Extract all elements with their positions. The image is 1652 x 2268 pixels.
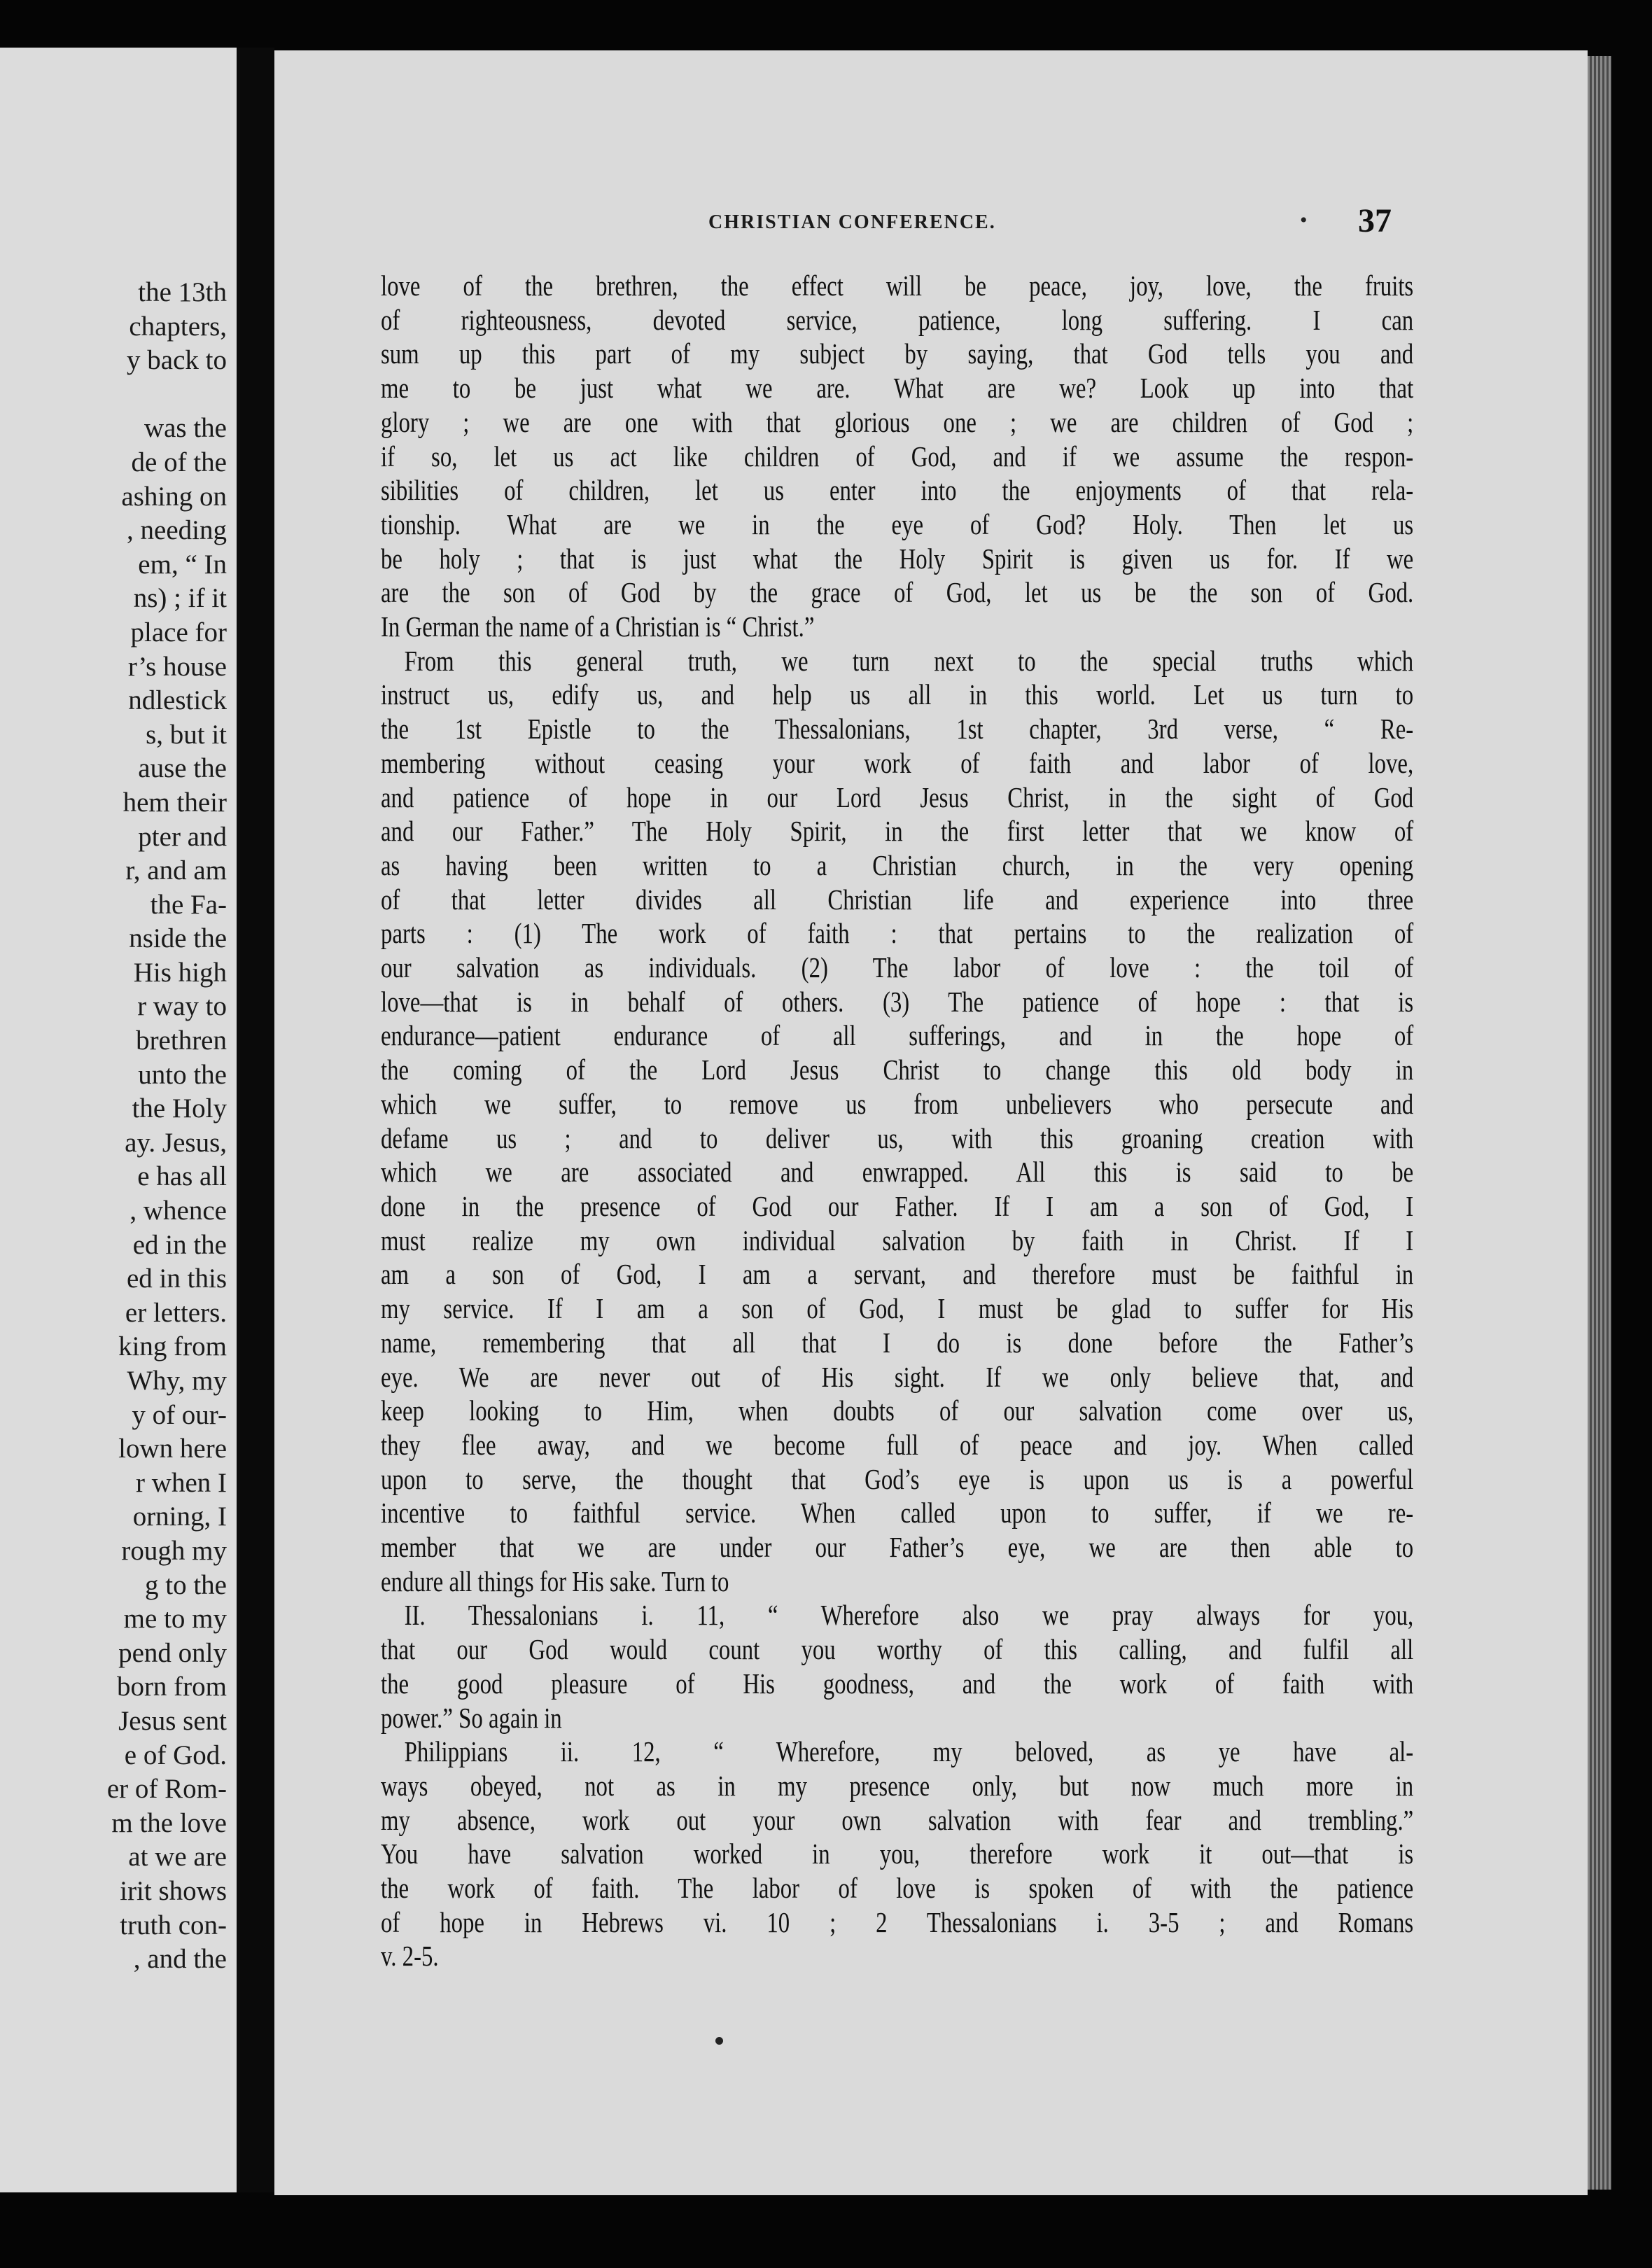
left-page-line: g to the [145, 1569, 227, 1600]
text-line: power.” So again in [381, 1701, 562, 1734]
left-page-line: ashing on [121, 481, 227, 512]
text-line: if so, let us act like children of God, and if we assume the respon- [381, 440, 1414, 472]
left-page-line: ause the [138, 753, 227, 784]
left-page-line: brethren [136, 1026, 227, 1056]
running-head: CHRISTIAN CONFERENCE. [708, 211, 996, 233]
text-line: as having been written to a Christian church, in the very opening [381, 848, 1414, 881]
page-stack-edge [1588, 56, 1611, 2190]
left-page-line: de of the [131, 447, 227, 477]
left-page-line: ed in the [132, 1229, 227, 1260]
text-line: keep looking to Him, when doubts of our salvation come over us, [381, 1394, 1414, 1427]
text-line: defame us ; and to deliver us, with this groaning creation with [381, 1121, 1414, 1154]
text-line: sibilities of children, let us enter into the enjoyments of that rela- [381, 474, 1414, 507]
text-line: of that letter divides all Christian life and experience into three [381, 883, 1414, 916]
left-page-line: was the [144, 413, 227, 444]
left-page-line: r way to [137, 991, 227, 1022]
text-line: love of the brethren, the effect will be peace, joy, love, the fruits [381, 270, 1414, 302]
text-line: and our Father.” The Holy Spirit, in the first letter that we know of [381, 815, 1414, 848]
left-page-line: king from [118, 1331, 227, 1362]
left-page-text [107, 276, 227, 1977]
left-page-line: y back to [127, 345, 227, 376]
left-page-line: r when I [136, 1467, 227, 1498]
text-line: done in the presence of God our Father. If I am a son of God, I [381, 1189, 1414, 1222]
left-page-line: His high [133, 957, 227, 988]
text-line: upon to serve, the thought that God’s eye is upon us is a powerful [381, 1462, 1414, 1495]
text-line: of righteousness, devoted service, patience, long suffering. I can [381, 303, 1414, 336]
text-line: love—that is in behalf of others. (3) The patience of hope : that is [381, 985, 1414, 1018]
text-line: In German the name of a Christian is “ Christ.” [381, 610, 815, 643]
left-page-line: chapters, [129, 311, 227, 342]
left-page-line: r’s house [127, 651, 227, 682]
text-line: endure all things for His sake. Turn to [381, 1564, 729, 1597]
text-line: the coming of the Lord Jesus Christ to change this old body in [381, 1054, 1414, 1086]
text-line: of hope in Hebrews vi. 10 ; 2 Thessalonians i. 3-5 ; and Romans [381, 1905, 1414, 1938]
left-page-line: e has all [137, 1161, 227, 1192]
left-page-line: , whence [130, 1196, 227, 1226]
text-line: eye. We are never out of His sight. If we only believe that, and [381, 1360, 1414, 1393]
left-page-line: s, but it [146, 719, 227, 750]
text-line: me to be just what we are. What are we? Look up into that [381, 372, 1414, 405]
text-line: are the son of God by the grace of God, let us be the son of God. [381, 576, 1414, 609]
left-page-line: er of Rom- [106, 1774, 227, 1805]
text-line: which we suffer, to remove us from unbelievers who persecute and [381, 1087, 1414, 1120]
left-page-line: lown here [118, 1434, 227, 1464]
left-page-line: born from [116, 1672, 227, 1702]
left-page-line: er letters. [125, 1297, 227, 1328]
text-line: my absence, work out your own salvation with fear and trembling.” [381, 1803, 1414, 1836]
left-page-line: Why, my [127, 1366, 227, 1396]
text-line: name, remembering that all that I do is done before the Father’s [381, 1326, 1414, 1359]
left-page-line: hem their [122, 787, 227, 818]
text-line: Philippians ii. 12, “ Wherefore, my beloved, as ye have al- [404, 1735, 1414, 1768]
text-line: member that we are under our Father’s eye, we are then able to [381, 1531, 1414, 1564]
left-page-line: ndlestick [128, 685, 227, 716]
text-line: instruct us, edify us, and help us all in this world. Let us turn to [381, 678, 1414, 711]
text-line: ways obeyed, not as in my presence only, but now much more in [381, 1769, 1414, 1802]
left-page-line: the Fa- [150, 889, 227, 920]
text-line: they flee away, and we become full of peace and joy. When called [381, 1428, 1414, 1461]
left-page-line: em, “ In [138, 549, 227, 580]
text-line: our salvation as individuals. (2) The labor of love : the toil of [381, 951, 1414, 984]
text-line: which we are associated and enwrapped. All this is said to be [381, 1156, 1414, 1189]
left-page-line: Jesus sent [118, 1705, 227, 1736]
text-line: glory ; we are one with that glorious one ; we are children of God ; [381, 405, 1414, 438]
left-page-line: e of God. [124, 1740, 227, 1770]
left-page-line: ns) ; if it [133, 583, 227, 614]
text-line: From this general truth, we turn next to the special truths which [404, 644, 1414, 677]
text-line: must realize my own individual salvation by faith in Christ. If I [381, 1224, 1414, 1256]
text-line: that our God would count you worthy of this calling, and fulfil all [381, 1633, 1414, 1666]
left-page-line: pend only [118, 1637, 227, 1668]
text-line: tionship. What are we in the eye of God? Holy. Then let us [381, 507, 1414, 540]
text-line: v. 2-5. [381, 1940, 439, 1973]
left-page-line: the 13th [138, 277, 227, 307]
text-line: You have salvation worked in you, therefore work it out—that is [381, 1837, 1414, 1870]
text-line: incentive to faithful service. When called upon to suffer, if we re- [381, 1497, 1414, 1530]
right-page [274, 50, 1588, 2195]
text-line: am a son of God, I am a servant, and therefore must be faithful in [381, 1258, 1414, 1291]
left-page-line: ed in this [127, 1264, 227, 1294]
text-line: the 1st Epistle to the Thessalonians, 1st chapter, 3rd verse, “ Re- [381, 713, 1414, 746]
left-page-line: at we are [128, 1842, 227, 1872]
text-line: parts : (1) The work of faith : that pertains to the realization of [381, 917, 1414, 950]
ink-mark: • [1300, 209, 1308, 232]
left-page-line [107, 378, 227, 412]
text-line: the good pleasure of His goodness, and the work of faith with [381, 1667, 1414, 1700]
text-line: the work of faith. The labor of love is spoken of with the patience [381, 1872, 1414, 1905]
left-page-line: irit shows [120, 1875, 227, 1906]
left-page-line: place for [130, 617, 227, 648]
left-page [0, 48, 237, 2192]
text-line: and patience of hope in our Lord Jesus Christ, in the sight of God [381, 780, 1414, 813]
left-page-line: me to my [123, 1604, 227, 1634]
book-gutter [237, 48, 274, 2192]
left-page-line: the Holy [132, 1093, 227, 1124]
left-page-line: ay. Jesus, [125, 1127, 227, 1158]
body-text [381, 269, 1413, 1973]
text-line: be holy ; that is just what the Holy Spirit is given us for. If we [381, 542, 1414, 575]
text-line: II. Thessalonians i. 11, “ Wherefore also we pray always for you, [404, 1599, 1414, 1632]
text-line: membering without ceasing your work of faith and labor of love, [381, 746, 1414, 779]
left-page-line: y of our- [132, 1399, 227, 1430]
ink-mark [715, 2037, 723, 2045]
left-page-line: m the love [111, 1807, 227, 1838]
left-page-line: orning, I [132, 1502, 227, 1532]
left-page-line: , and the [133, 1944, 227, 1975]
page-number: 37 [1358, 202, 1392, 239]
text-line: endurance—patient endurance of all sufferings, and in the hope of [381, 1019, 1414, 1052]
text-line: sum up this part of my subject by saying, that God tells you and [381, 337, 1414, 370]
left-page-line: , needing [127, 515, 227, 546]
left-page-line: nside the [129, 923, 227, 954]
left-page-line: rough my [121, 1535, 227, 1566]
text-line: my service. If I am a son of God, I must be glad to suffer for His [381, 1292, 1414, 1325]
left-page-line: unto the [138, 1059, 227, 1090]
left-page-line: r, and am [125, 855, 227, 886]
left-page-line: pter and [138, 821, 227, 852]
left-page-line: truth con- [120, 1910, 227, 1940]
